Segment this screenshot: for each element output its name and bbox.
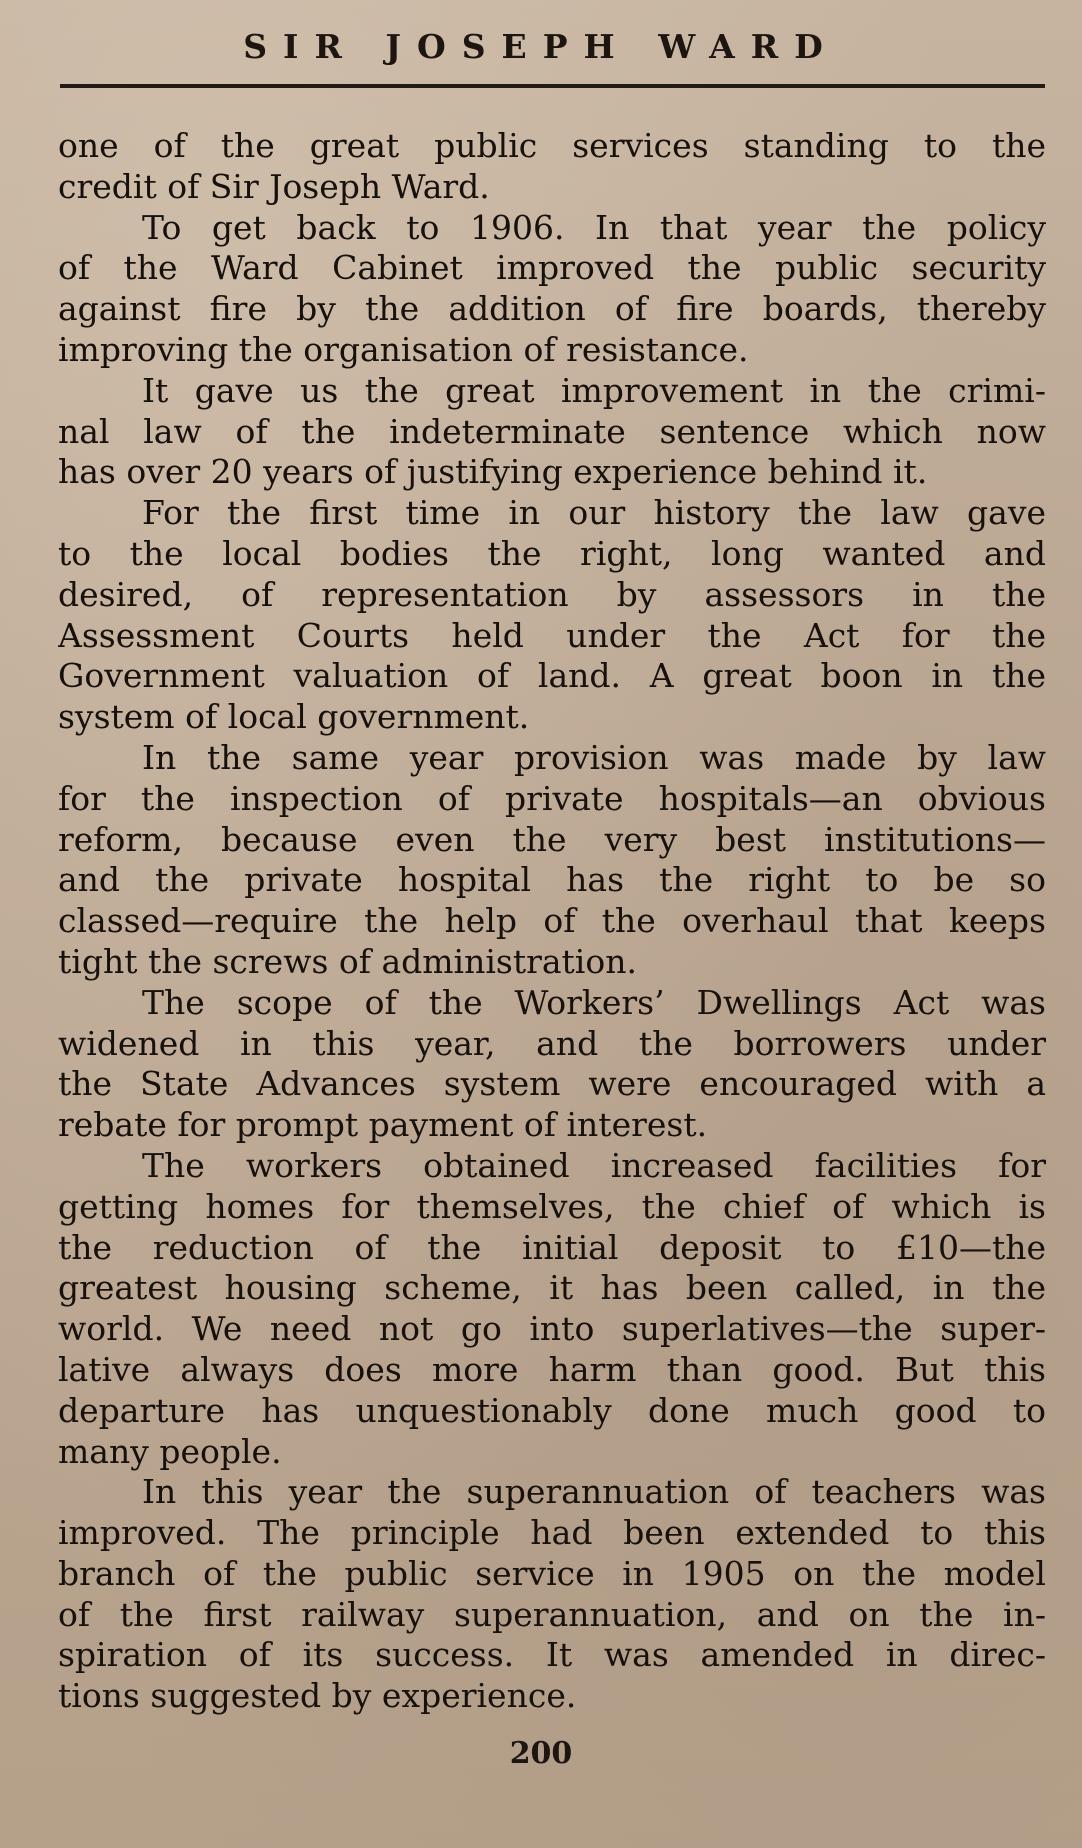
text-line: In the same year provision was made by law (142, 737, 1046, 777)
text-line: tions suggested by experience. (58, 1676, 577, 1716)
text-line: The workers obtained increased facilities for (142, 1145, 1046, 1185)
text-line: system of local government. (58, 697, 530, 737)
text-line: to the local bodies the right, long wanted and (58, 533, 1046, 573)
text-line: world. We need not go into superlatives—the super- (58, 1309, 1046, 1349)
text-line: For the first time in our history the law gave (142, 493, 1046, 533)
text-line: many people. (58, 1431, 282, 1471)
text-line: against fire by the addition of fire boards, thereby (58, 289, 1046, 329)
text-line: improving the organisation of resistance. (58, 329, 749, 369)
text-line: rebate for prompt payment of interest. (58, 1105, 708, 1145)
text-line: spiration of its success. It was amended in direc- (58, 1635, 1046, 1675)
text-line: of the first railway superannuation, and on the in- (58, 1594, 1046, 1634)
text-line: lative always does more harm than good. But this (58, 1349, 1046, 1389)
text-line: Assessment Courts held under the Act for the (58, 615, 1046, 655)
text-line: greatest housing scheme, it has been called, in the (58, 1268, 1046, 1308)
header-rule (60, 84, 1045, 88)
text-line: reform, because even the very best institutions— (58, 819, 1046, 859)
text-line: nal law of the indeterminate sentence which now (58, 411, 1046, 451)
text-line: desired, of representation by assessors in the (58, 574, 1046, 614)
text-line: widened in this year, and the borrowers under (58, 1023, 1046, 1063)
text-line: of the Ward Cabinet improved the public security (58, 248, 1046, 288)
text-line: getting homes for themselves, the chief of which is (58, 1186, 1046, 1226)
text-line: has over 20 years of justifying experience behind it. (58, 452, 928, 492)
text-line: The scope of the Workers’ Dwellings Act was (142, 982, 1046, 1022)
text-line: the reduction of the initial deposit to £10—the (58, 1227, 1046, 1267)
page-number: 200 (509, 1736, 573, 1771)
text-line: one of the great public services standing to the (58, 126, 1046, 165)
text-line: branch of the public service in 1905 on the model (58, 1553, 1046, 1593)
text-line: It gave us the great improvement in the crimi- (142, 370, 1046, 410)
text-line: and the private hospital has the right to be so (58, 860, 1046, 900)
text-line: In this year the superannuation of teachers was (142, 1472, 1046, 1512)
text-line: the State Advances system were encouraged with a (58, 1064, 1046, 1104)
text-line: departure has unquestionably done much good to (58, 1390, 1046, 1430)
text-line: Government valuation of land. A great boon in the (58, 656, 1046, 696)
body-text (58, 126, 1046, 1717)
text-line: To get back to 1906. In that year the policy (142, 207, 1046, 247)
text-line: credit of Sir Joseph Ward. (58, 166, 490, 206)
text-line: classed—require the help of the overhaul that keeps (58, 901, 1046, 941)
text-line: tight the screws of administration. (58, 941, 637, 981)
running-head: SIR JOSEPH WARD (243, 27, 839, 66)
text-line: improved. The principle had been extended to this (58, 1513, 1046, 1553)
text-line: for the inspection of private hospitals—an obvious (58, 778, 1046, 818)
